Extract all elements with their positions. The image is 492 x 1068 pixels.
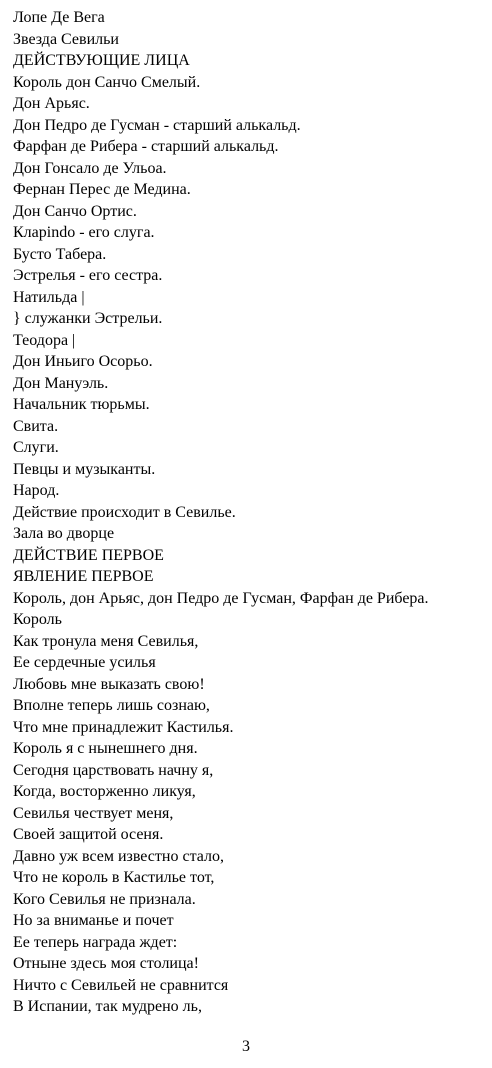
text-line: ЯВЛЕНИЕ ПЕРВОЕ (13, 568, 154, 585)
text-line: Давно уж всем известно стало, (13, 847, 224, 865)
text-line: Кого Севилья не признала. (13, 890, 196, 908)
text-line: Дон Гонсало де Ульоа. (13, 159, 167, 177)
text-line: Король, дон Арьяс, дон Педро де Гусман, Фарфан де Рибера. (13, 589, 429, 607)
document-text (13, 7, 483, 1018)
text-line: Вполне теперь лишь сознаю, (13, 697, 210, 714)
text-line: } служанки Эстрельи. (13, 310, 163, 327)
text-line: Дон Мануэль. (13, 374, 109, 392)
text-line: Ничто с Севильей не сравнится (13, 976, 229, 994)
text-line: Зала во дворце (13, 525, 115, 542)
text-line: Певцы и музыканты. (13, 460, 156, 478)
text-line: Севилья чествует меня, (13, 804, 174, 822)
text-line: Эстрелья - его сестра. (13, 267, 163, 284)
text-line: Теодора | (13, 331, 76, 349)
text-line: В Испании, так мудрено ль, (13, 998, 202, 1015)
text-line: Фернан Перес де Медина. (13, 181, 191, 198)
text-line: Ее теперь награда ждет: (13, 933, 178, 951)
text-line: Народ. (13, 482, 60, 499)
text-line: Ее сердечные усилья (13, 654, 156, 671)
text-line: Действие происходит в Севилье. (13, 503, 236, 521)
text-line: ДЕЙСТВУЮЩИЕ ЛИЦА (13, 52, 190, 69)
text-line: Дон Педро де Гусман - старший алькальд. (13, 116, 301, 134)
text-line: Звезда Севильи (13, 30, 119, 48)
text-line: Фарфан де Рибера - старший алькальд. (13, 138, 279, 155)
text-line: Король я с нынешнего дня. (13, 740, 198, 757)
text-line: Кларindo - его слуга. (13, 224, 155, 241)
text-line: Отныне здесь моя столица! (13, 955, 199, 972)
page-number: 3 (242, 1038, 250, 1055)
text-line: Любовь мне выказать свою! (13, 675, 205, 693)
text-line: Как тронула меня Севилья, (13, 632, 199, 650)
text-line: Дон Арьяс. (13, 95, 90, 112)
text-line: Король (13, 611, 62, 628)
text-line: Дон Иньиго Осорьо. (13, 353, 153, 370)
text-line: Когда, восторженно ликуя, (13, 783, 196, 800)
text-line: Дон Санчо Ортис. (13, 202, 137, 220)
text-line: Король дон Санчо Смелый. (13, 73, 201, 91)
text-line: Лопе Де Вега (13, 9, 105, 26)
text-line: Что не король в Кастилье тот, (13, 869, 215, 886)
text-line: Начальник тюрьмы. (13, 396, 150, 413)
text-line: Слуги. (13, 439, 59, 456)
text-line: Что мне принадлежит Кастилья. (13, 718, 234, 736)
text-line: Натильда | (13, 288, 85, 306)
text-line: Свита. (13, 417, 59, 435)
text-line: Сегодня царствовать начну я, (13, 761, 214, 779)
text-line: Но за вниманье и почет (13, 912, 174, 929)
text-line: Своей защитой осеня. (13, 826, 164, 843)
text-line: ДЕЙСТВИЕ ПЕРВОЕ (13, 546, 164, 564)
text-line: Бусто Табера. (13, 245, 107, 263)
